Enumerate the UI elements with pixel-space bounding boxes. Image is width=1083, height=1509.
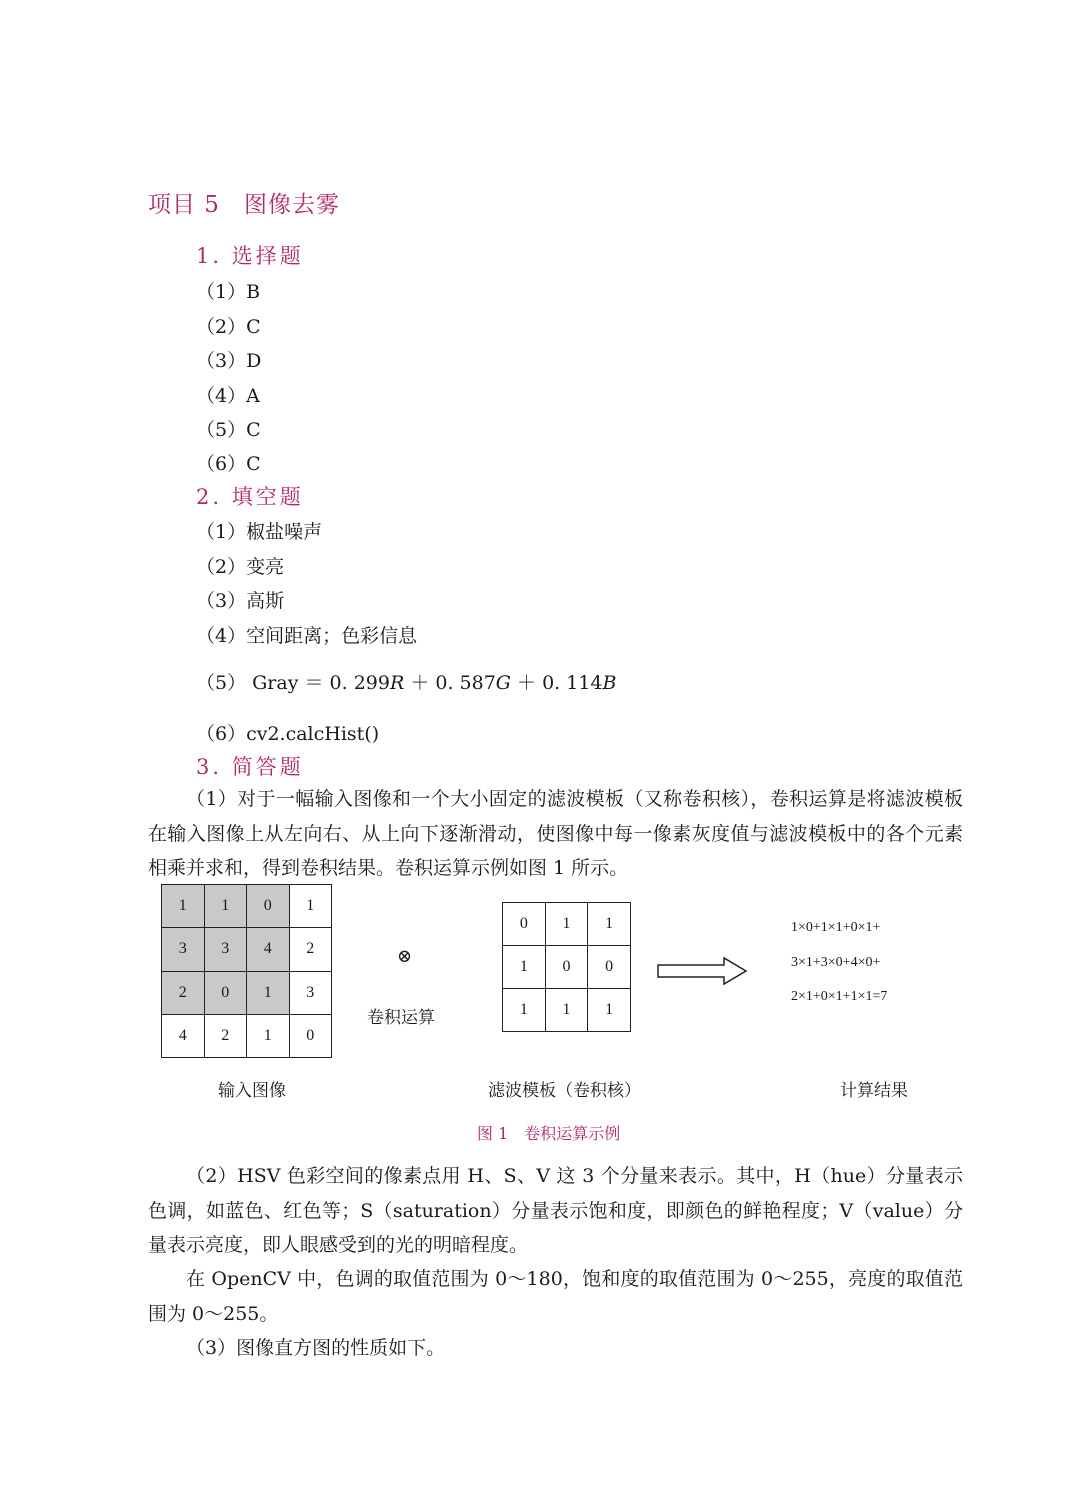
section-heading-fill: 2. 填空题 xyxy=(196,485,304,509)
matrix-cell: 1 xyxy=(247,1014,290,1057)
matrix-cell: 1 xyxy=(503,989,546,1032)
matrix-cell: 4 xyxy=(162,1014,205,1057)
matrix-cell: 2 xyxy=(289,928,332,971)
choice-answer: （2）C xyxy=(196,316,261,338)
paragraph-convolution: （1）对于一幅输入图像和一个大小固定的滤波模板（又称卷积核），卷积运算是将滤波模板在输入图像上从左向右、从上向下逐渐滑动，使图像中每一像素灰度值与滤波模板中的各个元素相乘并求和，得到卷积结果。卷积运算示例如图 1 所示。 xyxy=(148,788,963,879)
choice-answer: （3）D xyxy=(196,350,262,372)
matrix-cell: 1 xyxy=(162,885,205,928)
arrow-right-icon xyxy=(656,956,750,986)
fill-answer: （3）高斯 xyxy=(196,590,285,612)
matrix-cell: 1 xyxy=(588,903,631,946)
paragraph-hsv: （2）HSV 色彩空间的像素点用 H、S、V 这 3 个分量来表示。其中，H（hue）分量表示色调，如蓝色、红色等；S（saturation）分量表示饱和度，即颜色的鲜艳程度；V（value）分量表示亮度，即人眼感受到的光的明暗程度。 xyxy=(148,1165,963,1256)
paragraph-histogram: （3）图像直方图的性质如下。 xyxy=(186,1337,446,1359)
result-label: 计算结果 xyxy=(840,1081,908,1101)
matrix-cell: 3 xyxy=(289,971,332,1014)
operator-label: 卷积运算 xyxy=(367,1008,435,1028)
result-line: 3×1+3×0+4×0+ xyxy=(791,955,881,970)
matrix-cell: 3 xyxy=(204,928,247,971)
section-heading-short: 3. 简答题 xyxy=(196,755,304,779)
section-heading-choice: 1. 选择题 xyxy=(196,244,304,268)
matrix-cell: 0 xyxy=(503,903,546,946)
matrix-cell: 1 xyxy=(247,971,290,1014)
matrix-cell: 0 xyxy=(588,946,631,989)
convolution-operator-icon: ⊗ xyxy=(397,946,413,967)
matrix-cell: 1 xyxy=(545,903,588,946)
matrix-cell: 1 xyxy=(204,885,247,928)
input-image-label: 输入图像 xyxy=(218,1081,286,1101)
matrix-cell: 4 xyxy=(247,928,290,971)
choice-answer: （1）B xyxy=(196,281,261,303)
fill-answer: （4）空间距离；色彩信息 xyxy=(196,625,418,647)
input-image-matrix xyxy=(161,884,332,1058)
fill-answer: （1）椒盐噪声 xyxy=(196,521,323,543)
matrix-cell: 1 xyxy=(503,946,546,989)
figure-caption: 图 1 卷积运算示例 xyxy=(477,1124,621,1143)
matrix-cell: 2 xyxy=(204,1014,247,1057)
matrix-cell: 2 xyxy=(162,971,205,1014)
kernel-label: 滤波模板（卷积核） xyxy=(488,1081,641,1101)
gray-formula: （5） Gray ＝ 0. 299R ＋ 0. 587G ＋ 0. 114B xyxy=(196,672,617,694)
fill-answer: （6）cv2.calcHist() xyxy=(196,723,380,745)
matrix-cell: 1 xyxy=(289,885,332,928)
result-line: 2×1+0×1+1×1=7 xyxy=(791,989,888,1004)
matrix-cell: 1 xyxy=(588,989,631,1032)
matrix-cell: 0 xyxy=(545,946,588,989)
choice-answer: （4）A xyxy=(196,385,260,407)
matrix-cell: 0 xyxy=(204,971,247,1014)
page-title: 项目 5 图像去雾 xyxy=(148,192,340,218)
result-line: 1×0+1×1+0×1+ xyxy=(791,920,881,935)
matrix-cell: 0 xyxy=(289,1014,332,1057)
matrix-cell: 1 xyxy=(545,989,588,1032)
choice-answer: （5）C xyxy=(196,419,261,441)
matrix-cell: 0 xyxy=(247,885,290,928)
kernel-matrix xyxy=(502,902,631,1032)
paragraph-opencv-ranges: 在 OpenCV 中，色调的取值范围为 0～180，饱和度的取值范围为 0～255，亮度的取值范围为 0～255。 xyxy=(148,1268,963,1325)
fill-answer: （2）变亮 xyxy=(196,556,285,578)
choice-answer: （6）C xyxy=(196,453,261,475)
matrix-cell: 3 xyxy=(162,928,205,971)
